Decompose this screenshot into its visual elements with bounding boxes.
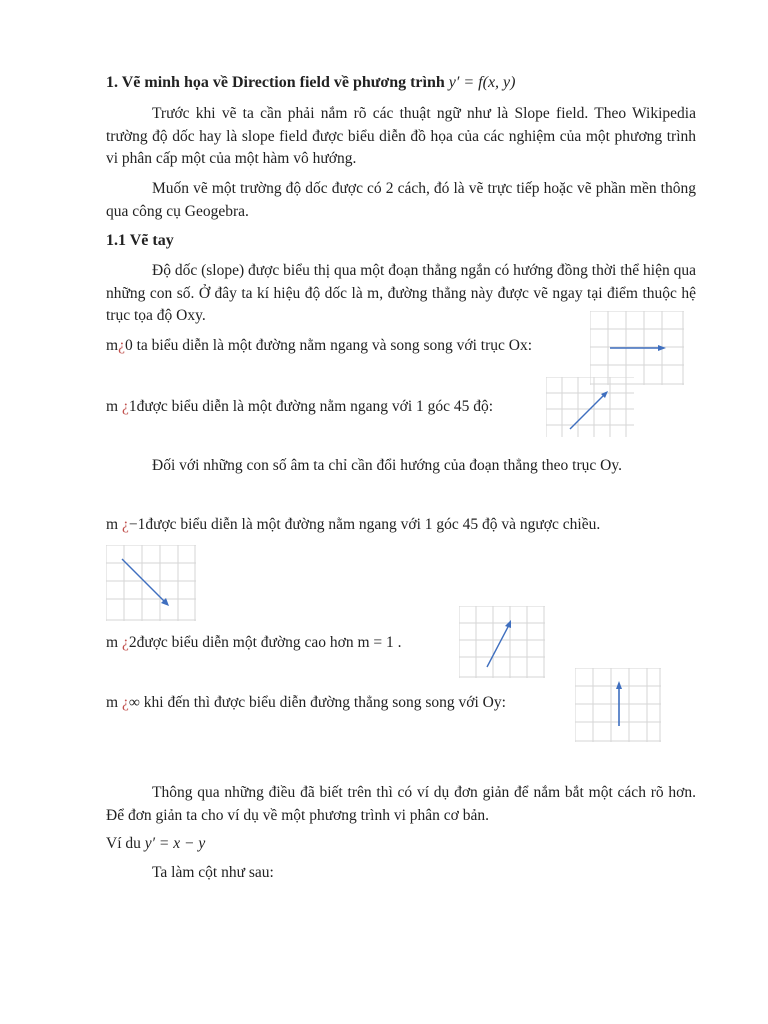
slope-description: ta biểu diễn là một đường nằm ngang và song song với trục Ox:: [132, 337, 533, 354]
slope-description: được biểu diễn một đường cao hơn m = 1 .: [136, 634, 402, 651]
slope-zero-grid: [590, 311, 684, 385]
slope-prefix: m: [106, 398, 122, 415]
slope-prefix: m: [106, 634, 122, 651]
slope-symbol: ¿: [121, 398, 129, 415]
slope-description: được biểu diễn là một đường nằm ngang với 1 góc 45 độ và ngược chiều.: [145, 516, 601, 533]
slope-two-line: [106, 634, 402, 652]
slope-one-figure: [546, 377, 634, 437]
slope-value: ∞: [128, 694, 140, 711]
slope-symbol: ¿: [118, 337, 125, 354]
slope-value: 2: [128, 634, 137, 651]
subsection-heading: 1.1 Vẽ tay: [106, 232, 174, 249]
heading-text: 1. Vẽ minh họa về Direction field về phương trình: [106, 74, 449, 91]
slope-description: được biểu diễn là một đường nằm ngang với 1 góc 45 độ:: [136, 398, 494, 415]
slope-minus-one-grid: [106, 545, 196, 621]
slope-value: 1: [128, 398, 137, 415]
section-heading: [106, 74, 515, 92]
slope-one-line: [106, 398, 493, 416]
slope-minus-one-figure: [106, 545, 196, 621]
slope-prefix: m: [106, 337, 119, 354]
slope-two-grid: [459, 606, 545, 678]
slope-infinity-figure: [575, 668, 661, 742]
slope-zero-figure: [590, 311, 684, 385]
slope-minus-one-line: [106, 516, 600, 534]
slope-value: −1: [128, 516, 146, 533]
intro-paragraph: Trước khi vẽ ta cần phải nắm rõ các thuật ngữ như là Slope field. Theo Wikipedia trường độ dốc hay là slope field được biểu diễn đồ họa của các nghiệm của một phương trình vi phân cấp một của một hàm vô hướng.: [106, 105, 696, 167]
slope-symbol: ¿: [121, 694, 129, 711]
slope-one-grid: [546, 377, 634, 437]
example-label: Ví du: [106, 835, 145, 852]
slope-prefix: m: [106, 516, 122, 533]
table-intro-line: Ta làm cột như sau:: [152, 864, 274, 881]
methods-paragraph: Muốn vẽ một trường độ dốc được có 2 cách, đó là vẽ trực tiếp hoặc vẽ phần mền thông qua công cụ Geogebra.: [106, 180, 696, 220]
example-line: [106, 835, 205, 853]
slope-infinity-line: [106, 694, 506, 712]
example-intro-paragraph: Thông qua những điều đã biết trên thì có ví dụ đơn giản để nắm bắt một cách rõ hơn. Để đơn giản ta cho ví dụ về một phương trình vi phân cơ bản.: [106, 784, 696, 824]
slope-zero-line: [106, 337, 532, 355]
heading-equation: y′ = f(x, y): [448, 74, 516, 91]
slope-infinity-grid: [575, 668, 661, 742]
slope-definition-paragraph: Độ dốc (slope) được biểu thị qua một đoạn thẳng ngắn có hướng đồng thời thể hiện qua những con số. Ở đây ta kí hiệu độ dốc là m, đường thẳng này được vẽ ngay tại điểm thuộc hệ trục tọa độ Oxy.: [106, 262, 696, 324]
example-equation: y′ = x − y: [144, 835, 206, 852]
slope-prefix: m: [106, 694, 122, 711]
slope-symbol: ¿: [121, 516, 129, 533]
negative-slope-paragraph: Đối với những con số âm ta chỉ cần đổi hướng của đoạn thẳng theo trục Oy.: [152, 457, 622, 474]
slope-two-figure: [459, 606, 545, 678]
slope-description: khi đến thì được biểu diễn đường thẳng song song với Oy:: [139, 694, 506, 711]
slope-symbol: ¿: [121, 634, 129, 651]
slope-value: 0: [124, 337, 133, 354]
